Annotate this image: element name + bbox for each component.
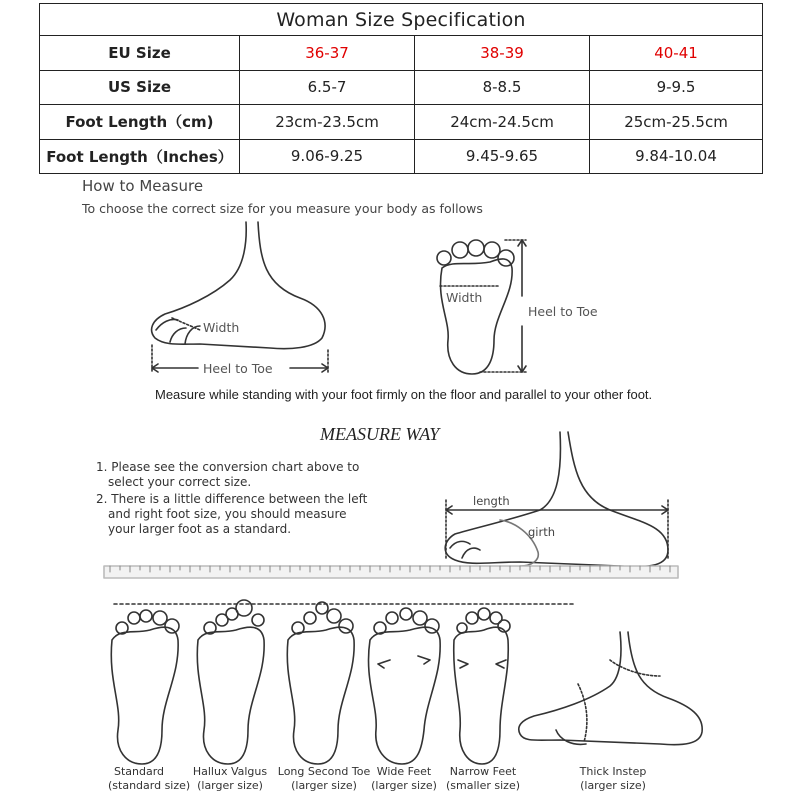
foot-type-note: (larger size) — [580, 779, 646, 792]
table-cell: 9.84-10.04 — [590, 139, 763, 173]
sole-heel-label: Heel to Toe — [528, 304, 598, 319]
foot-hallux-valgus — [197, 600, 264, 764]
foot-type-note: (larger size) — [371, 779, 437, 792]
table-cell: 6.5-7 — [240, 70, 415, 104]
note-1 — [96, 460, 359, 490]
row-label: Foot Length（cm) — [40, 105, 240, 139]
how-to-subtitle: To choose the correct size for you measure your body as follows — [82, 201, 483, 216]
foot-type-label — [574, 765, 652, 793]
instruction-text: Measure while standing with your foot firmly on the floor and parallel to your other foot. — [155, 387, 653, 402]
foot-type-label — [108, 765, 191, 793]
foot-narrow — [454, 608, 510, 764]
side-heel-label: Heel to Toe — [203, 361, 273, 376]
row-label: Foot Length（Inches） — [40, 139, 240, 173]
foot-type-note: (smaller size) — [446, 779, 520, 792]
foot-wide — [368, 608, 440, 764]
table-cell: 25cm-25.5cm — [590, 105, 763, 139]
foot-type-name: Wide Feet — [376, 765, 432, 778]
note-line: and right foot size, you should measure — [108, 507, 347, 521]
note-line: select your correct size. — [108, 475, 252, 489]
foot-type-name: Standard — [113, 765, 165, 778]
foot-type-note: (standard size) — [108, 779, 191, 792]
note-line: your larger foot as a standard. — [108, 522, 292, 536]
table-cell: 40-41 — [590, 36, 763, 70]
table-cell: 24cm-24.5cm — [415, 105, 590, 139]
foot-thick-instep — [519, 632, 702, 745]
table-cell: 38-39 — [415, 36, 590, 70]
sole-illustration — [437, 240, 514, 374]
table-cell: 9.06-9.25 — [240, 139, 415, 173]
foot-type-label — [276, 765, 372, 793]
ruler — [104, 566, 678, 578]
foot-type-label — [445, 765, 521, 793]
row-label: US Size — [40, 70, 240, 104]
foot-type-note: (larger size) — [291, 779, 357, 792]
length-arrow — [446, 500, 668, 560]
girth-label: girth — [528, 525, 556, 539]
table-cell: 9-9.5 — [590, 70, 763, 104]
foot-type-note: (larger size) — [197, 779, 263, 792]
table-title: Woman Size Specification — [40, 4, 763, 36]
foot-type-label — [370, 765, 438, 793]
note-line: 2. There is a little difference between the left — [96, 492, 368, 506]
table-cell: 23cm-23.5cm — [240, 105, 415, 139]
foot-standard — [111, 610, 179, 764]
sole-width-label: Width — [446, 290, 483, 305]
row-label: EU Size — [40, 36, 240, 70]
how-to-title: How to Measure — [82, 177, 204, 195]
length-label: length — [473, 494, 510, 508]
note-line: 1. Please see the conversion chart above to — [96, 460, 360, 474]
foot-type-name: Narrow Feet — [449, 765, 517, 778]
table-cell: 8-8.5 — [415, 70, 590, 104]
table-cell: 36-37 — [240, 36, 415, 70]
foot-type-label — [190, 765, 270, 793]
foot-type-name: Hallux Valgus — [192, 765, 268, 778]
foot-type-name: Long Second Toe — [277, 765, 371, 778]
table-cell: 9.45-9.65 — [415, 139, 590, 173]
foot-type-name: Thick Instep — [579, 765, 647, 778]
note-2 — [96, 492, 367, 537]
foot-long-second-toe — [287, 602, 354, 764]
measure-way-title: MEASURE WAY — [320, 424, 440, 444]
side-width-label: Width — [203, 320, 240, 335]
